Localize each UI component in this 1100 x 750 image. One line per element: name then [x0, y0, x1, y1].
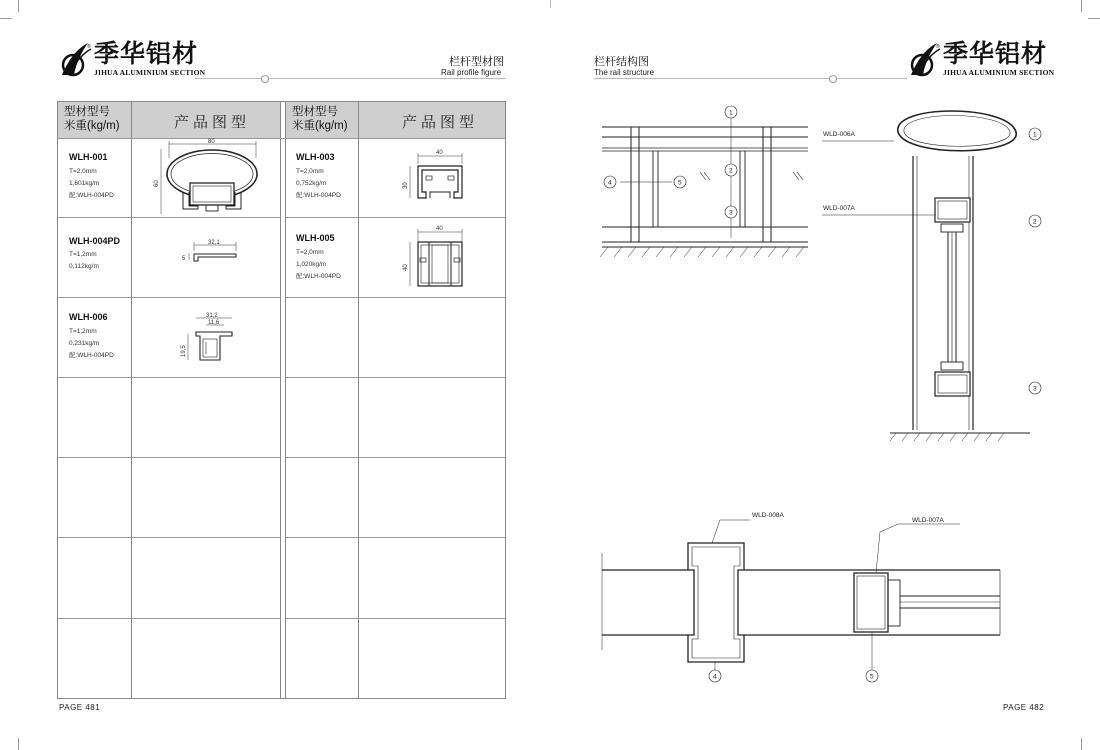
- row-sep-4a: [58, 457, 280, 458]
- part-label-wld-007a: WLD-007A: [823, 205, 855, 212]
- callout-number: 3: [729, 209, 733, 217]
- left-title-cn: 栏杆型材图: [449, 56, 504, 68]
- profile-thickness: T=2,0mm: [296, 249, 324, 256]
- page-number-left: PAGE 481: [59, 703, 101, 712]
- right-title-en: The rail structure: [594, 68, 655, 77]
- profile-figure-wlh-004pd: [178, 236, 248, 270]
- col-gutter: [280, 102, 286, 698]
- row-sep-3b: [286, 377, 505, 378]
- profile-weight: 0,112kg/m: [69, 263, 99, 270]
- callout-1-right: [1029, 128, 1041, 140]
- profile-thickness: T=2,0mm: [69, 168, 97, 175]
- fold-line: [550, 0, 551, 8]
- profile-match: 配:WLH-004PD: [69, 192, 114, 199]
- row-sep-2b: [286, 297, 505, 298]
- profile-name: WLH-004PD: [69, 236, 121, 246]
- header-figure-label: 产品图型: [174, 114, 251, 131]
- right-rule-dot: [829, 75, 837, 83]
- header-weight-label: 米重(kg/m): [64, 120, 120, 132]
- dim-label: 30: [403, 182, 409, 189]
- callout-1-top: [725, 106, 737, 118]
- callout-3-left: [725, 206, 737, 218]
- callout-number: 4: [608, 179, 612, 187]
- crop-mark-tl-h: [0, 18, 12, 19]
- logo-mark-icon: [58, 41, 94, 77]
- crop-mark-bl: [18, 738, 19, 750]
- row-sep-1b: [286, 217, 505, 218]
- profile-weight: 0,231kg/m: [69, 340, 100, 347]
- profile-name: WLH-003: [296, 152, 335, 162]
- dim-label: 80: [208, 139, 215, 145]
- crop-mark-br: [1081, 738, 1082, 750]
- col-sep-3: [358, 102, 359, 698]
- callout-3-right: [1029, 382, 1041, 394]
- profile-weight: 1,601kg/m: [69, 180, 100, 187]
- brand-name-en: JIHUA ALUMINIUM SECTION: [94, 68, 206, 77]
- part-label-wld-008a: WLD-008A: [752, 512, 784, 519]
- profile-thickness: T=1,2mm: [69, 251, 97, 258]
- row-sep-6b: [286, 618, 505, 619]
- profile-weight: 0,752kg/m: [296, 180, 327, 187]
- dim-label: 11,6: [208, 320, 220, 326]
- svg-text:®: ®: [87, 44, 91, 50]
- callout-number: 5: [678, 179, 682, 187]
- callout-number: 5: [870, 673, 874, 681]
- brand-name-en: JIHUA ALUMINIUM SECTION: [943, 68, 1055, 77]
- profile-figure-wlh-006: [176, 308, 256, 370]
- left-title-en: Rail profile figure: [441, 68, 502, 77]
- callout-4-bottom: [709, 670, 721, 682]
- dim-label: 5: [182, 256, 186, 262]
- right-header-rule: [594, 78, 907, 79]
- rail-elevation-view: [600, 118, 808, 257]
- row-sep-2a: [58, 297, 280, 298]
- callout-number: 1: [1033, 131, 1037, 139]
- brand-name-cn: 季华铝材: [94, 39, 199, 68]
- header-weight-label-2: 米重(kg/m): [292, 120, 348, 132]
- profile-thickness: T=2,0mm: [296, 168, 324, 175]
- col-sep-1: [131, 102, 132, 698]
- callout-2-left: [725, 164, 737, 176]
- profile-figure-wlh-003: [396, 148, 476, 208]
- row-sep-5b: [286, 537, 505, 538]
- callout-5-bottom: [866, 670, 878, 682]
- dim-label: 40: [436, 150, 443, 156]
- dim-label: 60: [154, 180, 160, 187]
- profile-match: 配:WLH-004PD: [296, 273, 341, 280]
- row-sep-4b: [286, 457, 505, 458]
- header-model-label-2: 型材型号: [292, 106, 338, 118]
- callout-2-right: [1029, 215, 1041, 227]
- header-figure-label-2: 产品图型: [402, 114, 479, 131]
- brand-logo-right: [907, 40, 1054, 78]
- rail-horizontal-section: [602, 520, 1000, 670]
- dim-label: 32,1: [208, 240, 220, 246]
- profile-name: WLH-001: [69, 152, 108, 162]
- right-title-cn: 栏杆结构图: [594, 56, 649, 68]
- profile-match: 配:WLH-004PD: [69, 352, 114, 359]
- profile-figure-wlh-001: [153, 136, 263, 218]
- callout-number: 2: [729, 167, 733, 175]
- callout-number: 3: [1033, 385, 1037, 393]
- svg-text:®: ®: [936, 44, 940, 50]
- brand-name-cn: 季华铝材: [943, 39, 1048, 68]
- profile-name: WLH-006: [69, 312, 108, 322]
- logo-mark-icon: [907, 41, 943, 77]
- rail-structure-drawing: [560, 90, 1080, 710]
- dim-label: 31,2: [206, 313, 218, 319]
- row-sep-0: [58, 138, 505, 139]
- callout-number: 2: [1033, 218, 1037, 226]
- profile-thickness: T=1,2mm: [69, 328, 97, 335]
- callout-4-left: [604, 176, 616, 188]
- row-sep-3a: [58, 377, 280, 378]
- profile-match: 配:WLH-004PD: [296, 192, 341, 199]
- crop-mark-tr: [1081, 0, 1082, 12]
- row-sep-5a: [58, 537, 280, 538]
- dim-label: 40: [403, 264, 409, 271]
- left-rule-dot: [261, 75, 269, 83]
- left-header-rule: [195, 78, 506, 79]
- profile-name: WLH-005: [296, 233, 335, 243]
- row-sep-6a: [58, 618, 280, 619]
- crop-mark-tr-h: [1088, 18, 1100, 19]
- callout-number: 4: [713, 673, 717, 681]
- brand-logo-left: [58, 40, 205, 78]
- header-model-label: 型材型号: [64, 106, 110, 118]
- profile-table: [57, 101, 506, 699]
- callout-number: 1: [729, 109, 733, 117]
- dim-label: 19,5: [181, 345, 187, 357]
- part-label-wld-006a: WLD-006A: [823, 131, 855, 138]
- profile-weight: 1,020kg/m: [296, 261, 327, 268]
- rail-vertical-section: [822, 111, 1030, 441]
- part-label-wld-007a-b: WLD-007A: [912, 517, 944, 524]
- callout-5-left: [674, 176, 686, 188]
- profile-figure-wlh-005: [396, 222, 476, 294]
- page-number-right: PAGE 482: [1003, 703, 1045, 712]
- dim-label: 40: [436, 226, 443, 232]
- crop-mark-tl: [18, 0, 19, 12]
